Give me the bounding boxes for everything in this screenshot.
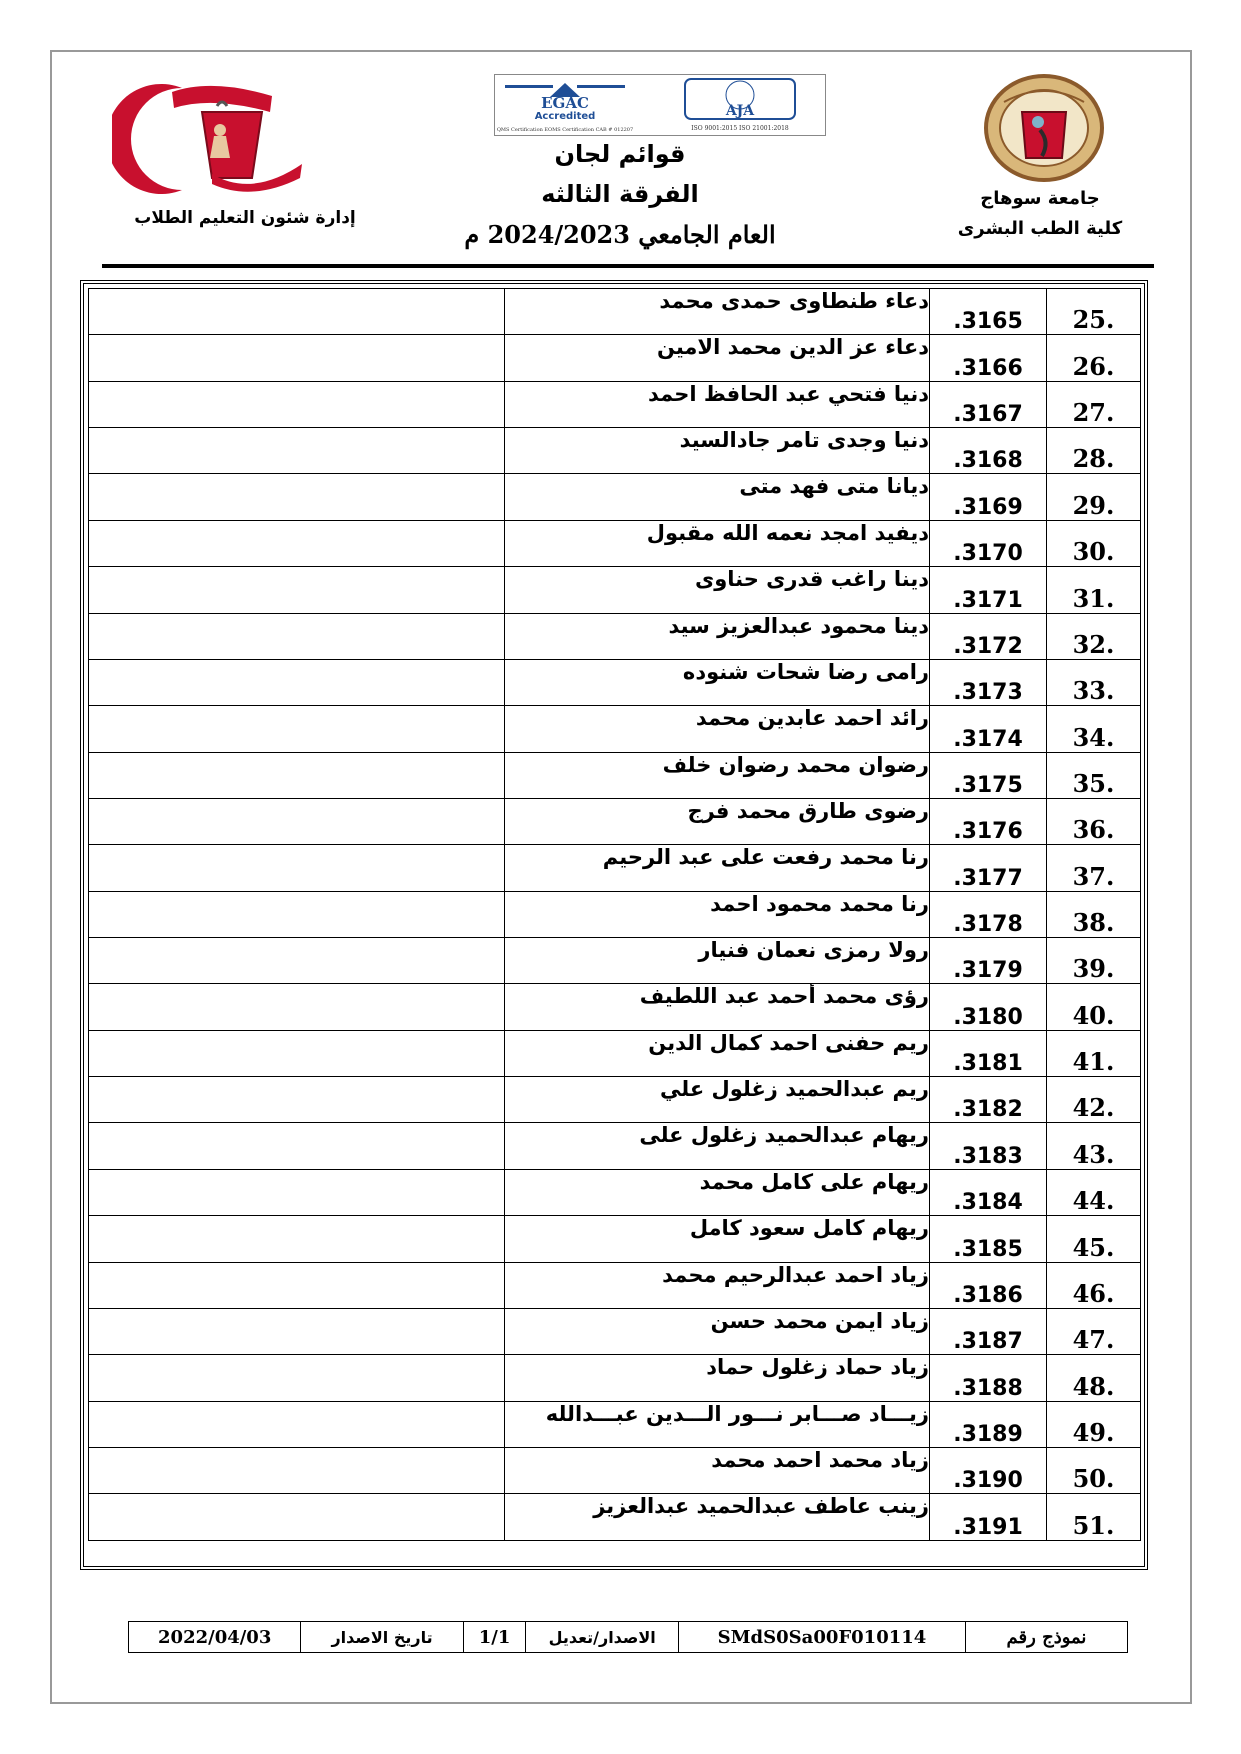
notes-cell bbox=[89, 798, 505, 844]
seat-number: 3187. bbox=[930, 1308, 1047, 1354]
seat-number: 3175. bbox=[930, 752, 1047, 798]
seat-number: 3176. bbox=[930, 798, 1047, 844]
student-name: دينا محمود عبدالعزيز سيد bbox=[505, 613, 930, 659]
issue-date: 2022/04/03 bbox=[129, 1622, 301, 1653]
student-name: رؤى محمد أحمد عبد اللطيف bbox=[505, 984, 930, 1030]
table-row bbox=[89, 1262, 1141, 1308]
table-row bbox=[89, 289, 1141, 335]
seat-number: 3179. bbox=[930, 938, 1047, 984]
row-index: .50 bbox=[1047, 1447, 1141, 1493]
student-name: ريم عبدالحميد زغلول علي bbox=[505, 1077, 930, 1123]
row-index: .37 bbox=[1047, 845, 1141, 891]
student-name: دنيا وجدى تامر جادالسيد bbox=[505, 428, 930, 474]
seat-number: 3183. bbox=[930, 1123, 1047, 1169]
row-index: .36 bbox=[1047, 798, 1141, 844]
student-name: رضوى طارق محمد فرج bbox=[505, 798, 930, 844]
seat-number: 3170. bbox=[930, 520, 1047, 566]
seat-number: 3180. bbox=[930, 984, 1047, 1030]
egac-line2: Accredited bbox=[534, 111, 596, 122]
egac-line1: EGAC bbox=[541, 94, 589, 112]
seat-number: 3168. bbox=[930, 428, 1047, 474]
notes-cell bbox=[89, 938, 505, 984]
seat-number: 3182. bbox=[930, 1077, 1047, 1123]
notes-cell bbox=[89, 1308, 505, 1354]
notes-cell bbox=[89, 1216, 505, 1262]
notes-cell bbox=[89, 1030, 505, 1076]
table-row bbox=[89, 1494, 1141, 1540]
student-name: زينب عاطف عبدالحميد عبدالعزيز bbox=[505, 1494, 930, 1540]
table-row bbox=[89, 381, 1141, 427]
seat-number: 3190. bbox=[930, 1447, 1047, 1493]
aja-small: ISO 9001:2015 ISO 21001:2018 bbox=[691, 125, 789, 132]
roster-table bbox=[88, 288, 1141, 1541]
table-row bbox=[89, 613, 1141, 659]
seat-number: 3191. bbox=[930, 1494, 1047, 1540]
row-index: .29 bbox=[1047, 474, 1141, 520]
egac-small: QMS Certification EOMS Certification CAB # 012207 bbox=[496, 127, 634, 133]
table-row bbox=[89, 1030, 1141, 1076]
row-index: .34 bbox=[1047, 706, 1141, 752]
seat-number: 3189. bbox=[930, 1401, 1047, 1447]
row-index: .51 bbox=[1047, 1494, 1141, 1540]
student-name: رامى رضا شحات شنوده bbox=[505, 659, 930, 705]
student-name: دنيا فتحي عبد الحافظ احمد bbox=[505, 381, 930, 427]
row-index: .48 bbox=[1047, 1355, 1141, 1401]
aja-logo: AJA bbox=[725, 103, 755, 119]
notes-cell bbox=[89, 1077, 505, 1123]
student-name: رنا محمد رفعت على عبد الرحيم bbox=[505, 845, 930, 891]
seat-number: 3177. bbox=[930, 845, 1047, 891]
row-index: .28 bbox=[1047, 428, 1141, 474]
faculty-logo bbox=[112, 78, 312, 196]
table-row bbox=[89, 567, 1141, 613]
table-row bbox=[89, 1169, 1141, 1215]
seat-number: 3188. bbox=[930, 1355, 1047, 1401]
seat-number: 3167. bbox=[930, 381, 1047, 427]
admin-department: إدارة شئون التعليم الطلاب bbox=[134, 208, 356, 228]
table-row bbox=[89, 520, 1141, 566]
row-index: .44 bbox=[1047, 1169, 1141, 1215]
table-row bbox=[89, 1355, 1141, 1401]
student-name: رنا محمد محمود احمد bbox=[505, 891, 930, 937]
notes-cell bbox=[89, 891, 505, 937]
class-level: الفرقة الثالثه bbox=[541, 180, 699, 208]
page-title: قوائم لجان bbox=[554, 140, 686, 168]
row-index: .35 bbox=[1047, 752, 1141, 798]
seat-number: 3174. bbox=[930, 706, 1047, 752]
table-row bbox=[89, 938, 1141, 984]
table-row bbox=[89, 891, 1141, 937]
form-footer bbox=[128, 1621, 1128, 1653]
table-row bbox=[89, 428, 1141, 474]
student-name: ريم حفنى احمد كمال الدين bbox=[505, 1030, 930, 1076]
student-name: رضوان محمد رضوان خلف bbox=[505, 752, 930, 798]
seat-number: 3171. bbox=[930, 567, 1047, 613]
row-index: .40 bbox=[1047, 984, 1141, 1030]
notes-cell bbox=[89, 1494, 505, 1540]
row-index: .47 bbox=[1047, 1308, 1141, 1354]
table-row bbox=[89, 1077, 1141, 1123]
student-name: دعاء طنطاوى حمدى محمد bbox=[505, 289, 930, 335]
notes-cell bbox=[89, 520, 505, 566]
student-name: زياد ايمن محمد حسن bbox=[505, 1308, 930, 1354]
row-index: .46 bbox=[1047, 1262, 1141, 1308]
student-name: ديفيد امجد نعمه الله مقبول bbox=[505, 520, 930, 566]
edition-label: الاصدار/تعديل bbox=[526, 1622, 679, 1653]
row-index: .49 bbox=[1047, 1401, 1141, 1447]
table-row bbox=[89, 845, 1141, 891]
faculty-name: كلية الطب البشرى bbox=[957, 218, 1123, 239]
student-name: زياد محمد احمد محمد bbox=[505, 1447, 930, 1493]
row-index: .30 bbox=[1047, 520, 1141, 566]
table-row bbox=[89, 798, 1141, 844]
seat-number: 3166. bbox=[930, 335, 1047, 381]
row-index: .45 bbox=[1047, 1216, 1141, 1262]
notes-cell bbox=[89, 659, 505, 705]
seat-number: 3173. bbox=[930, 659, 1047, 705]
form-no-label: نموذج رقم bbox=[966, 1622, 1128, 1653]
notes-cell bbox=[89, 1355, 505, 1401]
edition: 1/1 bbox=[463, 1622, 526, 1653]
row-index: .42 bbox=[1047, 1077, 1141, 1123]
notes-cell bbox=[89, 706, 505, 752]
student-name: ريهام عبدالحميد زغلول على bbox=[505, 1123, 930, 1169]
notes-cell bbox=[89, 1447, 505, 1493]
seat-number: 3185. bbox=[930, 1216, 1047, 1262]
table-row bbox=[89, 706, 1141, 752]
table-row bbox=[89, 335, 1141, 381]
roster-table-frame bbox=[80, 280, 1148, 1570]
student-name: ريهام كامل سعود كامل bbox=[505, 1216, 930, 1262]
row-index: .38 bbox=[1047, 891, 1141, 937]
row-index: .33 bbox=[1047, 659, 1141, 705]
row-index: .43 bbox=[1047, 1123, 1141, 1169]
row-index: .31 bbox=[1047, 567, 1141, 613]
seat-number: 3181. bbox=[930, 1030, 1047, 1076]
student-name: ريهام على كامل محمد bbox=[505, 1169, 930, 1215]
certification-logos bbox=[494, 74, 826, 136]
seat-number: 3169. bbox=[930, 474, 1047, 520]
table-row bbox=[89, 659, 1141, 705]
student-name: دعاء عز الدين محمد الامين bbox=[505, 335, 930, 381]
row-index: .41 bbox=[1047, 1030, 1141, 1076]
issue-date-label: تاريخ الاصدار bbox=[301, 1622, 463, 1653]
egac-aja-logos bbox=[495, 75, 825, 135]
notes-cell bbox=[89, 289, 505, 335]
form-no: SMdS0Sa00F010114 bbox=[678, 1622, 965, 1653]
table-row bbox=[89, 752, 1141, 798]
seat-number: 3184. bbox=[930, 1169, 1047, 1215]
student-name: زياد احمد عبدالرحيم محمد bbox=[505, 1262, 930, 1308]
table-row bbox=[89, 474, 1141, 520]
academic-year: العام الجامعي 2024/2023 م bbox=[464, 220, 776, 249]
student-name: رولا رمزى نعمان فنيار bbox=[505, 938, 930, 984]
notes-cell bbox=[89, 1401, 505, 1447]
notes-cell bbox=[89, 752, 505, 798]
seat-number: 3178. bbox=[930, 891, 1047, 937]
table-row bbox=[89, 984, 1141, 1030]
row-index: .32 bbox=[1047, 613, 1141, 659]
row-index: .27 bbox=[1047, 381, 1141, 427]
seat-number: 3165. bbox=[930, 289, 1047, 335]
notes-cell bbox=[89, 984, 505, 1030]
notes-cell bbox=[89, 567, 505, 613]
notes-cell bbox=[89, 613, 505, 659]
table-row bbox=[89, 1447, 1141, 1493]
student-name: رائد احمد عابدين محمد bbox=[505, 706, 930, 752]
notes-cell bbox=[89, 1262, 505, 1308]
student-name: دينا راغب قدرى حناوى bbox=[505, 567, 930, 613]
row-index: .39 bbox=[1047, 938, 1141, 984]
notes-cell bbox=[89, 845, 505, 891]
notes-cell bbox=[89, 335, 505, 381]
student-name: زياد حماد زغلول حماد bbox=[505, 1355, 930, 1401]
notes-cell bbox=[89, 1123, 505, 1169]
header-divider bbox=[102, 264, 1154, 268]
table-row bbox=[89, 1123, 1141, 1169]
university-name: جامعة سوهاج bbox=[980, 188, 1100, 209]
row-index: .25 bbox=[1047, 289, 1141, 335]
table-row bbox=[89, 1216, 1141, 1262]
notes-cell bbox=[89, 1169, 505, 1215]
table-row bbox=[89, 1401, 1141, 1447]
seat-number: 3186. bbox=[930, 1262, 1047, 1308]
row-index: .26 bbox=[1047, 335, 1141, 381]
student-name: زيـــاد صـــابر نـــور الـــدين عبـــدالله bbox=[505, 1401, 930, 1447]
notes-cell bbox=[89, 428, 505, 474]
notes-cell bbox=[89, 381, 505, 427]
university-seal-icon bbox=[982, 72, 1106, 184]
table-row bbox=[89, 1308, 1141, 1354]
seat-number: 3172. bbox=[930, 613, 1047, 659]
notes-cell bbox=[89, 474, 505, 520]
student-name: ديانا متى فهد متى bbox=[505, 474, 930, 520]
